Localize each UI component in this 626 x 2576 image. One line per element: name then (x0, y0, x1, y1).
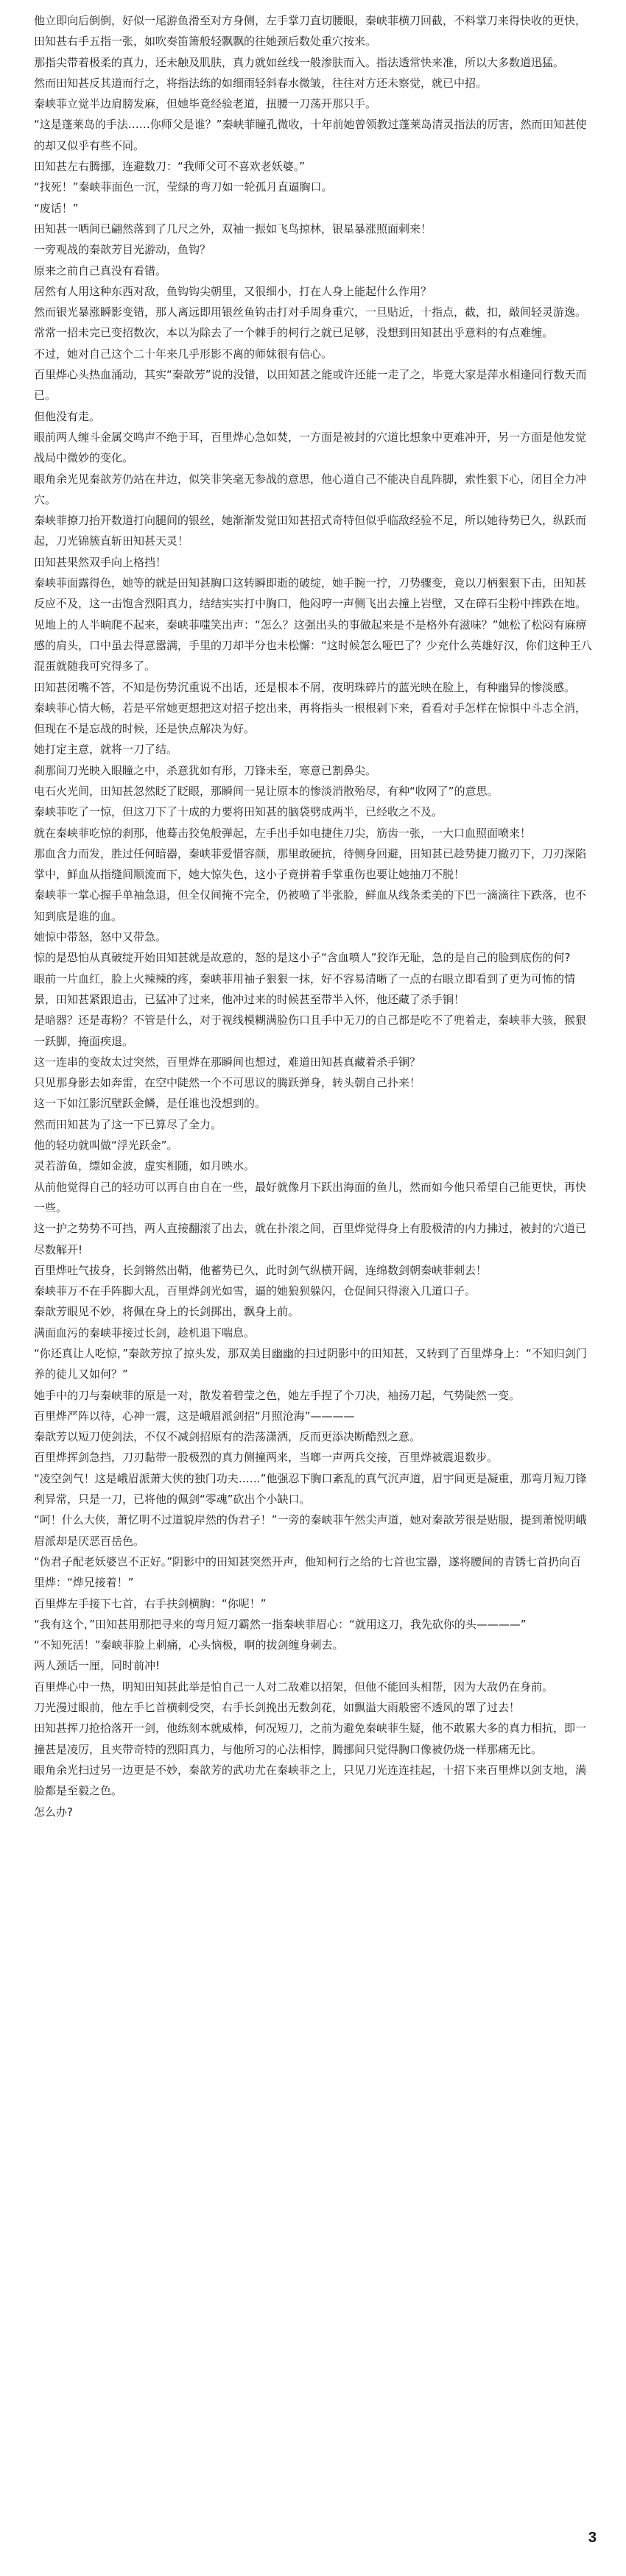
paragraph: 眼前两人缠斗金属交鸣声不绝于耳，百里烨心急如焚，一方面是被封的穴道比想象中更难冲开，另一方面是他发觉战局中微妙的变化。 (34, 430, 587, 465)
paragraph: 他的轻功就叫做“浮光跃金”。 (34, 1139, 178, 1153)
paragraph: “凌空剑气！这是峨眉派萧大侠的独门功夫……”他强忍下胸口紊乱的真气沉声道，眉宇间更是凝重，那弯月短刀锋利异常，只是一刀，已将他的佩剑“零魂”砍出个小缺口。 (34, 1471, 587, 1507)
paragraph: 秦歆芳眼见不妙，将佩在身上的长剑掷出，飘身上前。 (34, 1305, 300, 1319)
paragraph: 眼前一片血红，脸上火辣辣的疼，秦峡菲用袖子狠狠一抹，好不容易清晰了一点的右眼立即看到了更为可怖的情景，田知甚紧跟追击，已猛冲了过来，他冲过来的时候甚至带半入怀，他还藏了杀手锏！ (34, 972, 576, 1006)
paragraph: 是暗器？还是毒粉？不管是什么，对于视线模糊满脸伤口且手中无刀的自己都是吃不了兜着走，秦峡菲大骇，猴狠一跃脚，掩面疾退。 (34, 1013, 587, 1048)
paragraph: 怎么办? (34, 1805, 73, 1819)
paragraph: 秦峡菲立觉半边肩膀发麻，但她毕竟经验老道，扭腰一刀荡开那只手。 (34, 97, 377, 111)
paragraph: “这是蓬莱岛的手法……你师父是谁？”秦峡菲瞳孔微收，十年前她曾领教过蓬莱岛清灵指法的厉害，然而田知甚使的却又似乎有些不同。 (34, 118, 587, 152)
paragraph: 这一下如江影沉壁跃金鳞，是任谁也没想到的。 (34, 1097, 267, 1111)
paragraph: 两人颈话一厘，同时前冲! (34, 1659, 161, 1673)
paragraph: 居然有人用这种东西对敌，鱼钩钩尖朝里，又很细小，打在人身上能起什么作用？ (34, 284, 432, 298)
paragraph: 那血含力而发，胜过任何暗器，秦峡菲爱惜容颜，那里敢硬抗，待侧身回避，田知甚已趁势捷刀撤刃下，刀刃深陷掌中，鲜血从指缝间顺流而下，她大惊失色，这小子竟拼着手掌重伤也要让她抽刀不脱！ (34, 846, 587, 882)
paragraph: 灵若游鱼，缥如金波，虚实相随，如月映水。 (34, 1159, 256, 1173)
paragraph: 他立即向后倒倒，好似一尾游鱼滑至对方身侧，左手掌刀直切腰眼，秦峡菲横刀回截，不料掌刀来得快收的更快，田知甚右手五指一张，如吹奏笛箫般轻飘飘的往她颈后数处重穴按来。 (34, 14, 587, 49)
paragraph: 原来之前自己真没有看错。 (34, 263, 167, 277)
paragraph: 百里烨挥剑急挡，刀刃黏带一股极烈的真力侧撞两来，当啷一声两兵交接，百里烨被震退数步。 (34, 1451, 499, 1465)
paragraph: 那指尖带着极柔的真力，还未触及肌肤，真力就如丝线一般渗肤而入。指法透常快来准，所以大多数道迅猛。 (34, 55, 565, 69)
paragraph: 田知甚左右腾挪，连避数刀：“我师父可不喜欢老妖婆。” (34, 160, 306, 174)
paragraph: 眼角余光见秦歆芳仍站在井边，似笑非笑毫无参战的意思，他心道自己不能决自乱阵脚，索性狠下心，闭目全力冲穴。 (34, 472, 587, 506)
paragraph: 惊的是恐怕从真破绽开始田知甚就是故意的，怒的是这小子“含血喷人”狡诈无耻，急的是自己的脸到底伤的何? (34, 951, 571, 965)
paragraph: 从前他觉得自己的轻功可以再自由自在一些，最好就像月下跃出海面的鱼儿，然而如今他只希望自己能更快，再快一些。 (34, 1180, 587, 1214)
paragraph: 田知甚挥刀抢拾落开一剑，他练刻本就威棒，何况短刀，之前为避免秦峡菲生疑，他不敢累大多的真力相抗，即一撞甚是凌厉，且夹带奇特的烈阳真力，与他所习的心法相悖，腾挪间只觉得胸口像被仍烧一样那痛无比。 (34, 1722, 587, 1756)
paragraph: 但他没有走。 (34, 409, 101, 423)
paragraph: “不知死活！”秦峡菲脸上刺痛，心头恼极，啊的拔剑缠身刺去。 (34, 1638, 344, 1652)
paragraph: 田知甚果然双手向上格挡！ (34, 555, 167, 569)
paragraph: 田知甚一哂间已翩然落到了几尺之外，双袖一振如飞鸟掠林，银星暴涨照面刺来！ (34, 222, 432, 236)
paragraph: 秦峡菲面露得色，她等的就是田知甚胸口这转瞬即逝的破绽，她手腕一拧，刀势骤变，竟以刀柄狠狠下击，田知甚反应不及，这一击饱含烈阳真力，结结实实打中胸口，他闷哼一声侧飞出去撞上岩壁，又在碎石尘粉中摔跌在地。 (34, 576, 587, 611)
body-text (34, 10, 592, 1822)
paragraph: 百里烨左手接下七首，右手扶剑横胸：“你呢！” (34, 1596, 267, 1610)
paragraph: 刀光漫过眼前，他左手匕首横刺受突，右手长剑挽出无数剑花，如飘溢大雨般密不透风的罩了过去！ (34, 1701, 521, 1715)
paragraph: 这一护之势势不可挡，两人直接翻滚了出去，就在扑滚之间，百里烨觉得身上有股极清的内力拂过，被封的穴道已尽数解开! (34, 1222, 587, 1256)
paragraph: 她手中的刀与秦峡菲的原是一对，散发着碧莹之色，她左手捏了个刀决，袖扬刀起，气势陡然一变。 (34, 1388, 521, 1402)
paragraph: 秦峡菲心情大畅，若是平常她更想把这对招子挖出来，再将指头一根根剁下来，看看对手怎样在惊惧中斗志全消，但现在不是忘战的时候，还是快点解决为好。 (34, 701, 587, 736)
paragraph: 只见那身影去如奔雷，在空中陡然一个不可思议的腾跃弹身，转头朝自己扑来！ (34, 1076, 421, 1090)
paragraph: 秦歆芳以短刀使剑法，不仅不减剑招原有的浩荡潇洒，反而更添决断酷烈之意。 (34, 1430, 421, 1444)
paragraph: 秦峡菲万不在手阵脚大乱，百里烨剑光如雪，逼的她狼狈躲闪，仓促间只得滚入几道口子。 (34, 1284, 476, 1298)
paragraph: “找死！”秦峡菲面色一沉，莹绿的弯刀如一轮孤月直逼胸口。 (34, 180, 333, 194)
paragraph: 秦峡菲吃了一惊，但这刀下了十成的力要将田知甚的脑袋劈成两半，已经收之不及。 (34, 805, 443, 819)
paragraph: 百里烨心头热血涌动，其实“秦歆芳”说的没错，以田知甚之能或许还能一走了之，毕竟大家是萍水相逢同行数天而已。 (34, 368, 587, 403)
paragraph: 见地上的人半晌爬不起来，秦峡菲嗤笑出声：“怎么？这强出头的事做起来是不是格外有滋味？”她松了松闷有麻痹感的肩头，口中虽去得意嚣满，手里的刀却半分也未松懈：“这时候怎么哑巴了？少充什么英雄好汉，你们这种王八混蛋就随我可究得多了。 (34, 618, 592, 673)
paragraph: 百里烨严阵以待，心神一震，这是峨眉派剑招“月照沧海”———— (34, 1409, 355, 1423)
paragraph: “我有这个，”田知甚用那把寻来的弯月短刀霸然一指秦峡菲眉心：“就用这刀，我先砍你的头————” (34, 1617, 527, 1631)
paragraph: “呵！什么大侠，萧忆明不过道貌岸然的伪君子！”一旁的秦峡菲午然尖声道，她对秦歆芳很是贴服，提到萧悦明峨眉派却是厌恶百岳色。 (34, 1513, 587, 1548)
paragraph: 秦峡菲一掌心握手单袖急退，但全仅间掩不完全，仍被喷了半张脸，鲜血从线条柔美的下巴一滴滴往下跌落，也不知到底是谁的血。 (34, 888, 587, 923)
paragraph: 秦峡菲撩刀抬开数道打向腿间的银丝，她渐渐发觉田知甚招式奇特但似乎临敌经验不足，所以她待势已久，纵跃而起，刀光锦簇直斩田知甚天灵！ (34, 514, 587, 548)
paragraph: “废话！” (34, 201, 79, 215)
paragraph: 眼角余光扫过另一边更是不妙，秦歆芳的武功尤在秦峡菲之上，只见刀光连连挂起，十招下来百里烨以剑支地，满脸都是至毅之色。 (34, 1763, 587, 1798)
paragraph: 这一连串的变故太过突然，百里烨在那瞬间也想过，难道田知甚真藏着杀手锏？ (34, 1055, 421, 1069)
paragraph: “伪君子配老妖婆岂不正好。”阴影中的田知甚突然开声，他知柯行之给的七首也宝器，遂将腰间的青锈七首扔向百里烨：“烨兄接着！” (34, 1554, 582, 1590)
paragraph: 刹那间刀光映入眼瞳之中，杀意犹如有形，刀锋未至，寒意已割鼻尖。 (34, 763, 377, 777)
paragraph: 她惊中带怒，怒中又带急。 (34, 930, 167, 944)
paragraph: 常常一招未完已变招数次，本以为除去了一个棘手的柯行之就已足够，没想到田知甚出乎意料的有点难缠。 (34, 326, 554, 340)
paragraph: 电石火光间，田知甚忽然眨了眨眼，那瞬间一晃让原本的惨淡消散殆尽，有种“收网了”的意思。 (34, 784, 499, 798)
paragraph: 田知甚闭嘴不答，不知是伤势沉重说不出话，还是根本不屑，夜明珠碎片的蓝光映在脸上，有种幽异的惨淡感。 (34, 680, 576, 694)
paragraph: 一旁观战的秦歆芳目光游动，鱼钩？ (34, 243, 211, 257)
paragraph: “你还真让人吃惊，”秦歆芳掠了掠头发，那双美目幽幽的扫过阴影中的田知甚，又转到了百里烨身上：“不知归剑门养的徒儿又如何？” (34, 1347, 587, 1381)
paragraph: 百里烨心中一热，明知田知甚此举是怕自己一人对二敌难以招架，但他不能回头相帮，因为大敌仍在身前。 (34, 1680, 554, 1694)
paragraph: 她打定主意，就将一刀了结。 (34, 743, 178, 757)
paragraph: 满面血污的秦峡菲接过长剑，趁机退下喘息。 (34, 1326, 256, 1340)
paragraph: 就在秦峡菲吃惊的刹那，他蓦击狡兔般弹起，左手出手如电捷住刀尖，筋齿一张，一大口血照面喷来！ (34, 826, 532, 840)
page-number: 3 (588, 2530, 597, 2546)
paragraph: 然而田知甚为了这一下已算尽了全力。 (34, 1117, 222, 1131)
paragraph: 百里烨吐气拔身，长剑锵然出鞘，他蓄势已久，此时剑气纵横开阔，连绵数剑朝秦峡菲刺去！ (34, 1263, 488, 1277)
paragraph: 然而田知甚反其道而行之，将指法练的如细雨轻斜春水微皱，往往对方还未察觉，就已中招。 (34, 76, 488, 90)
paragraph: 不过，她对自己这个二十年来几乎形影不离的师妹很有信心。 (34, 347, 333, 361)
paragraph: 然而银光暴涨瞬影变错，那人离远即用银丝鱼钩击打对手周身重穴，一旦贴近，十指点，截，扣，敲间轻灵游逸。 (34, 305, 587, 319)
